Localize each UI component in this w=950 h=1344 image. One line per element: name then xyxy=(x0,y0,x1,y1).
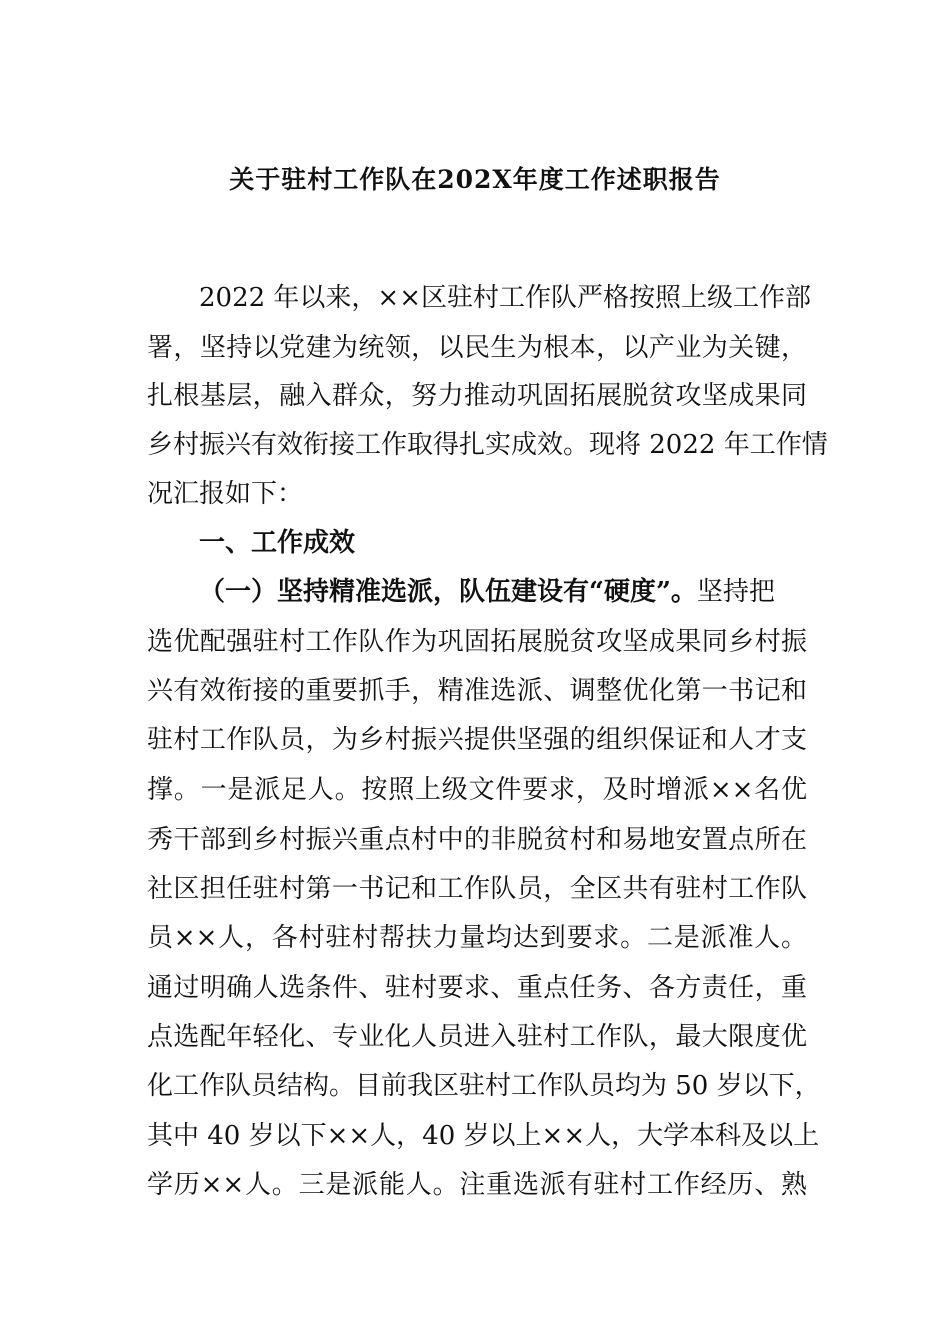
subsection-line xyxy=(147,572,807,612)
paragraph-line: 撑。一是派足人。按照上级文件要求，及时增派××名优 xyxy=(147,775,807,805)
paragraph-line: 况汇报如下： xyxy=(147,479,304,509)
paragraph-line: 学历××人。三是派能人。注重选派有驻村工作经历、熟 xyxy=(147,1170,807,1200)
paragraph-line: 2022 年以来，××区驻村工作队严格按照上级工作部 xyxy=(199,283,812,313)
paragraph-line: 社区担任驻村第一书记和工作队员，全区共有驻村工作队 xyxy=(147,874,807,904)
paragraph-line: 员××人，各村驻村帮扶力量均达到要求。二是派准人。 xyxy=(147,923,807,953)
paragraph-line: 兴有效衔接的重要抓手，精准选派、调整优化第一书记和 xyxy=(147,676,807,706)
paragraph-line: 驻村工作队员，为乡村振兴提供坚强的组织保证和人才支 xyxy=(147,725,807,755)
subsection-heading: （一）坚持精准选派，队伍建设有“硬度”。 xyxy=(199,577,697,607)
paragraph-line: 选优配强驻村工作队作为巩固拓展脱贫攻坚成果同乡村振 xyxy=(147,627,807,657)
paragraph-line: 乡村振兴有效衔接工作取得扎实成效。现将 2022 年工作情 xyxy=(147,430,828,460)
section-heading: 一、工作成效 xyxy=(199,528,356,558)
paragraph-line: 秀干部到乡村振兴重点村中的非脱贫村和易地安置点所在 xyxy=(147,825,807,855)
paragraph-line: 通过明确人选条件、驻村要求、重点任务、各方责任，重 xyxy=(147,973,807,1003)
paragraph-line: 扎根基层，融入群众，努力推动巩固拓展脱贫攻坚成果同 xyxy=(147,381,807,411)
paragraph-line: 化工作队员结构。目前我区驻村工作队员均为 50 岁以下， xyxy=(147,1071,821,1101)
paragraph-line: 点选配年轻化、专业化人员进入驻村工作队，最大限度优 xyxy=(147,1022,807,1052)
paragraph-text: 坚持把 xyxy=(696,577,775,607)
paragraph-line: 其中 40 岁以下××人，40 岁以上××人，大学本科及以上 xyxy=(147,1121,820,1151)
paragraph-line: 署，坚持以党建为统领，以民生为根本，以产业为关键， xyxy=(147,333,807,363)
document-title: 关于驻村工作队在202X年度工作述职报告 xyxy=(229,165,721,194)
